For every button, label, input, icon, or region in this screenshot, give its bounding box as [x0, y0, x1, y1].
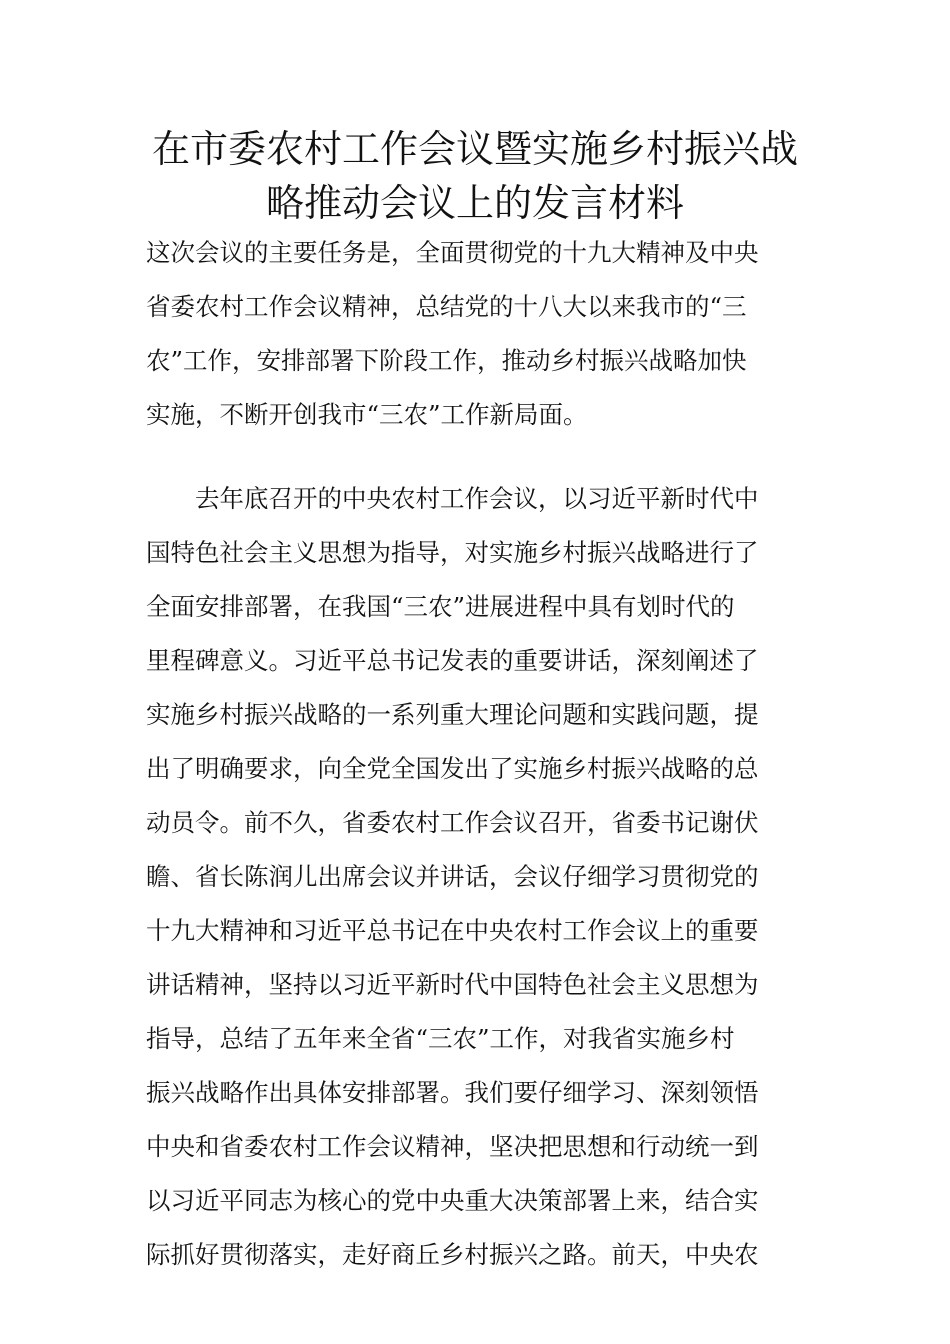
text-line: 瞻、省长陈润儿出席会议并讲话，会议仔细学习贯彻党的 — [146, 862, 759, 891]
text-line: 十九大精神和习近平总书记在中央农村工作会议上的重要 — [146, 916, 759, 945]
document-title — [140, 122, 810, 230]
text-line: 去年底召开的中央农村工作会议，以习近平新时代中 — [146, 484, 759, 513]
text-line: 动员令。前不久，省委农村工作会议召开，省委书记谢伏 — [146, 808, 759, 837]
text-line: 国特色社会主义思想为指导，对实施乡村振兴战略进行了 — [146, 538, 759, 567]
text-line: 以习近平同志为核心的党中央重大决策部署上来，结合实 — [146, 1186, 759, 1215]
text-line: 中央和省委农村工作会议精神，坚决把思想和行动统一到 — [146, 1132, 759, 1161]
text-line: 全面安排部署，在我国“三农”进展进程中具有划时代的 — [146, 592, 735, 621]
text-line: 振兴战略作出具体安排部署。我们要仔细学习、深刻领悟 — [146, 1078, 759, 1107]
text-line: 实施乡村振兴战略的一系列重大理论问题和实践问题，提 — [146, 700, 759, 729]
title-line: 在市委农村工作会议暨实施乡村振兴战 — [151, 127, 798, 171]
paragraph-intro — [146, 226, 810, 442]
paragraph-body — [146, 472, 810, 1282]
text-line: 出了明确要求，向全党全国发出了实施乡村振兴战略的总 — [146, 754, 759, 783]
text-line: 这次会议的主要任务是，全面贯彻党的十九大精神及中央 — [146, 238, 759, 267]
text-line: 际抓好贯彻落实，走好商丘乡村振兴之路。前天，中央农 — [146, 1240, 759, 1269]
text-line: 省委农村工作会议精神，总结党的十八大以来我市的“三 — [146, 292, 747, 321]
text-line: 里程碑意义。习近平总书记发表的重要讲话，深刻阐述了 — [146, 646, 759, 675]
text-line: 指导，总结了五年来全省“三农”工作，对我省实施乡村 — [146, 1024, 735, 1053]
text-line: 讲话精神，坚持以习近平新时代中国特色社会主义思想为 — [146, 970, 759, 999]
text-line: 农”工作，安排部署下阶段工作，推动乡村振兴战略加快 — [146, 346, 747, 375]
text-line: 实施，不断开创我市“三农”工作新局面。 — [146, 400, 588, 429]
title-line: 略推动会议上的发言材料 — [265, 181, 684, 225]
